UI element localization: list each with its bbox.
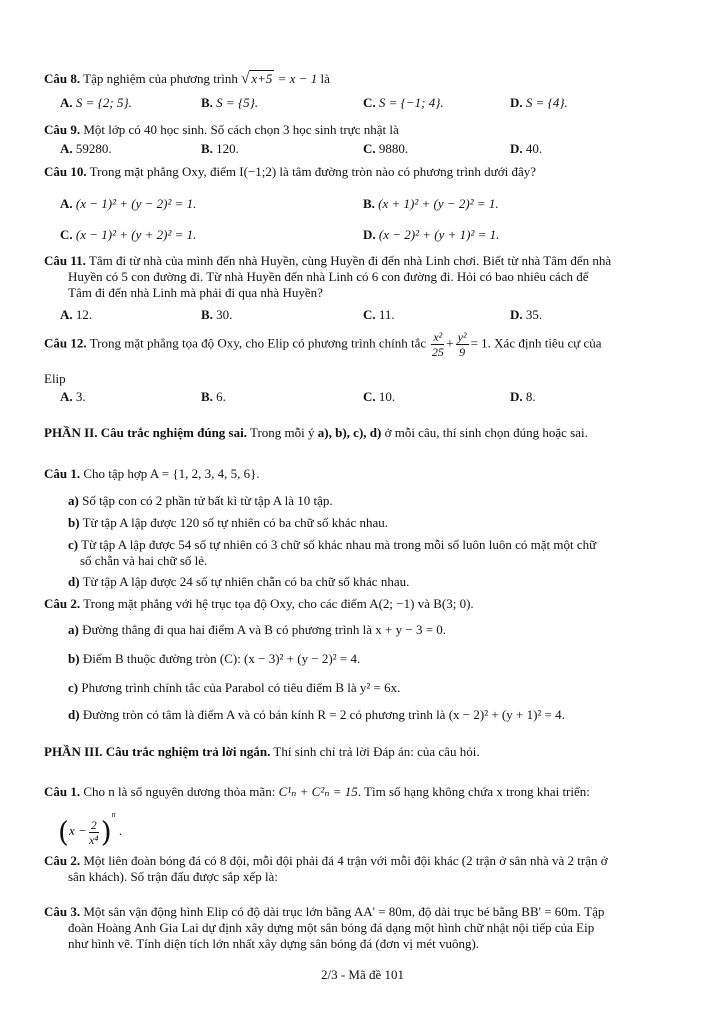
q8-option-d: D. S = {4}. — [510, 95, 568, 110]
part-3-heading: PHẦN III. Câu trắc nghiệm trả lời ngắn. Thí sinh chỉ trả lời Đáp án: của câu hỏi. — [44, 744, 480, 759]
question-11-line-2: Huyền có 5 con đường đi. Từ nhà Huyền đến nhà Linh có 6 con đường đi. Hỏi có bao nhiêu cách để — [68, 269, 589, 284]
question-9: Câu 9. Một lớp có 40 học sinh. Số cách chọn 3 học sinh trực nhật là — [44, 122, 399, 137]
q9-option-c: C. 9880. — [363, 141, 409, 156]
q10-option-b: B. (x + 1)² + (y − 2)² = 1. — [363, 196, 499, 211]
part3-question-2: Câu 2. Một liên đoàn bóng đá có 8 đội, mỗi đội phải đá 4 trận với mỗi đội khác (2 trận ở sân nhà và 2 trận ở — [44, 853, 608, 868]
question-8: Câu 8. Tập nghiệm của phương trình √ x+5 = x − 1 là — [44, 71, 330, 87]
p2q1-item-c-line-2: số chẵn và hai chữ số lẻ. — [80, 553, 208, 568]
q8-option-a: A. S = {2; 5}. — [60, 95, 132, 110]
p2q1-item-b: b) Từ tập A lập được 120 số tự nhiên có ba chữ số khác nhau. — [68, 515, 389, 530]
q12-option-d: D. 8. — [510, 389, 536, 404]
part3-question-3-line-2: đoàn Hoàng Anh Gia Lai dự định xây dựng một sân bóng đá dạng một hình chữ nhật nội tiếp của Eip — [68, 920, 595, 935]
part2-question-1: Câu 1. Cho tập hợp A = {1, 2, 3, 4, 5, 6}. — [44, 466, 260, 481]
binomial-expression: (x − $\frac{2}{\text{x⁴}}$ )$^n$ . — [58, 810, 123, 849]
question-12: Câu 12. Trong mặt phẳng tọa độ Oxy, cho Elip có phương trình chính tắc $\frac{\text{x²}}{25}$ + $\frac{\text{y²}}{9}$ = 1. Xác định tiêu cự của — [44, 330, 602, 359]
sqrt-symbol-icon: √ — [241, 71, 250, 87]
p2q2-item-a: a) Đường thẳng đi qua hai điểm A và B có phương trình là x + y − 3 = 0. — [68, 622, 447, 637]
q10-option-d: D. (x − 2)² + (y + 1)² = 1. — [363, 227, 500, 242]
part2-question-2: Câu 2. Trong mặt phẳng với hệ trục tọa độ Oxy, cho các điểm A(2; −1) và B(3; 0). — [44, 596, 474, 611]
p2q1-item-c: c) Từ tập A lập được 54 số tự nhiên có 3 chữ số khác nhau mà trong mỗi số luôn luôn có mặt một chữ — [68, 537, 597, 552]
q11-option-d: D. 35. — [510, 307, 543, 322]
q12-option-b: B. 6. — [201, 389, 226, 404]
q9-option-b: B. 120. — [201, 141, 239, 156]
question-10: Câu 10. Trong mặt phẳng Oxy, điểm I(−1;2) là tâm đường tròn nào có phương trình dưới đây? — [44, 164, 537, 179]
part3-question-3-line-3: như hình vẽ. Tính diện tích lớn nhất xây dựng sân bóng đá (đơn vị mét vuông). — [68, 936, 480, 951]
q8-option-c: C. S = {−1; 4}. — [363, 95, 444, 110]
part3-question-1: Câu 1. Cho n là số nguyên dương thỏa mãn: C¹ₙ + C²ₙ = 15. Tìm số hạng không chứa x trong khai triển: — [44, 784, 590, 799]
q11-option-c: C. 11. — [363, 307, 395, 322]
q11-option-b: B. 30. — [201, 307, 233, 322]
p2q2-item-b: b) Điểm B thuộc đường tròn (C): (x − 3)² + (y − 2)² = 4. — [68, 651, 361, 666]
q12-option-c: C. 10. — [363, 389, 396, 404]
p2q1-item-d: d) Từ tập A lập được 24 số tự nhiên chẵn có ba chữ số khác nhau. — [68, 574, 410, 589]
q12-option-a: A. 3. — [60, 389, 86, 404]
q9-option-d: D. 40. — [510, 141, 543, 156]
q10-option-a: A. (x − 1)² + (y − 2)² = 1. — [60, 196, 197, 211]
fraction-x2-25: $\frac{\text{x²}}{25}$ — [431, 330, 444, 359]
question-11: Câu 11. Tâm đi từ nhà của mình đến nhà Huyền, cùng Huyền đi đến nhà Linh chơi. Biết từ nhà Tâm đến nhà — [44, 253, 612, 268]
part3-question-3: Câu 3. Một sân vận động hình Elip có độ dài trục lớn bằng AA' = 80m, độ dài trục bé bằng BB' = 60m. Tập — [44, 904, 605, 919]
p2q2-item-d: d) Đường tròn có tâm là điểm A và có bán kính R = 2 có phương trình là (x − 2)² + (y + 1)² = 4. — [68, 707, 565, 722]
p2q1-item-a: a) Số tập con có 2 phần tử bất kì từ tập A là 10 tập. — [68, 493, 333, 508]
q11-option-a: A. 12. — [60, 307, 93, 322]
page-footer: 2/3 - Mã đề 101 — [320, 967, 405, 982]
q8-option-b: B. S = {5}. — [201, 95, 259, 110]
p2q2-item-c: c) Phương trình chính tắc của Parabol có tiêu điểm B là y² = 6x. — [68, 680, 401, 695]
q9-option-a: A. 59280. — [60, 141, 112, 156]
q10-option-c: C. (x − 1)² + (y + 2)² = 1. — [60, 227, 197, 242]
question-12-line-2: Elip — [44, 371, 66, 386]
part3-question-2-line-2: sân khách). Số trận đấu được sắp xếp là: — [68, 869, 278, 884]
fraction-y2-9: $\frac{\text{y²}}{9}$ — [457, 330, 467, 359]
part-2-heading: PHẦN II. Câu trắc nghiệm đúng sai. Trong mỗi ý a), b), c), d) ở mỗi câu, thí sinh chọn đúng hoặc sai. — [44, 425, 588, 440]
question-11-line-3: Tâm đi đến nhà Linh mà phải đi qua nhà Huyền? — [68, 285, 323, 300]
